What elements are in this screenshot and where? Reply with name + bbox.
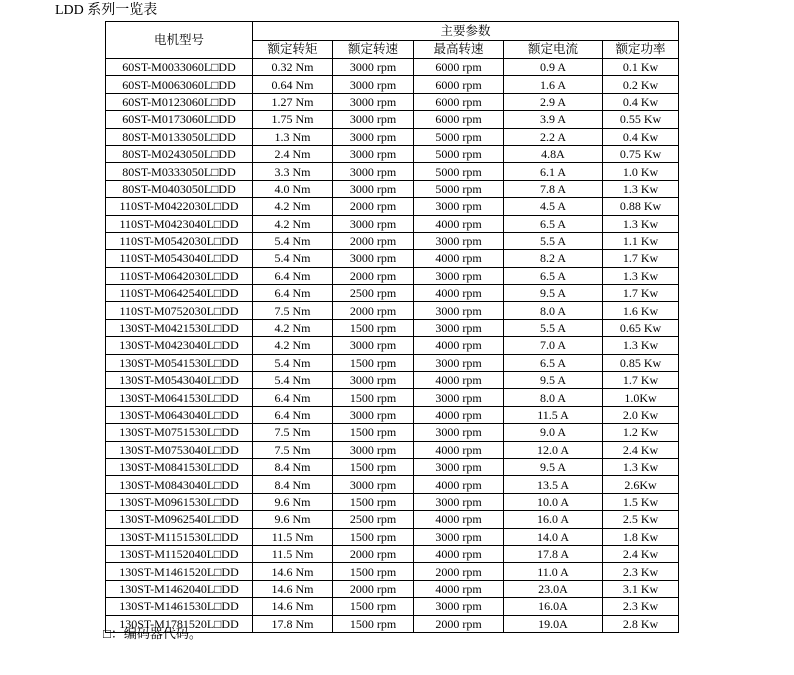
cell-rated-torque: 14.6 Nm [253,563,333,580]
cell-rated-torque: 5.4 Nm [253,232,333,249]
cell-max-speed: 4000 rpm [414,215,504,232]
cell-rated-torque: 17.8 Nm [253,615,333,632]
cell-model: 80ST-M0243050L□DD [106,145,253,162]
cell-rated-torque: 1.27 Nm [253,93,333,110]
cell-rated-power: 0.88 Kw [603,198,679,215]
column-header-rated-power: 额定功率 [603,41,679,59]
cell-model: 130ST-M0543040L□DD [106,372,253,389]
table-row [106,93,679,110]
table-row [106,511,679,528]
cell-rated-torque: 14.6 Nm [253,580,333,597]
table-row [106,406,679,423]
cell-rated-power: 2.5 Kw [603,511,679,528]
cell-rated-power: 2.8 Kw [603,615,679,632]
cell-rated-current: 6.5 A [504,215,603,232]
cell-model: 130ST-M0541530L□DD [106,354,253,371]
cell-rated-torque: 8.4 Nm [253,476,333,493]
cell-rated-power: 1.3 Kw [603,337,679,354]
cell-rated-torque: 6.4 Nm [253,406,333,423]
cell-max-speed: 6000 rpm [414,59,504,76]
cell-rated-speed: 3000 rpm [333,128,414,145]
table-row [106,128,679,145]
cell-rated-current: 17.8 A [504,545,603,562]
column-header-rated-torque: 额定转矩 [253,41,333,59]
cell-rated-torque: 1.3 Nm [253,128,333,145]
column-header-rated-speed: 额定转速 [333,41,414,59]
cell-rated-power: 0.4 Kw [603,128,679,145]
group-header-row [106,22,679,41]
cell-rated-speed: 2000 rpm [333,580,414,597]
cell-model: 130ST-M0961530L□DD [106,493,253,510]
cell-rated-torque: 4.2 Nm [253,319,333,336]
cell-model: 110ST-M0542030L□DD [106,232,253,249]
table-row [106,163,679,180]
table-row [106,180,679,197]
cell-max-speed: 3000 rpm [414,598,504,615]
table-row [106,354,679,371]
cell-rated-speed: 2500 rpm [333,511,414,528]
table-row [106,545,679,562]
cell-model: 130ST-M0841530L□DD [106,458,253,475]
cell-max-speed: 5000 rpm [414,180,504,197]
cell-max-speed: 3000 rpm [414,493,504,510]
table-row [106,215,679,232]
cell-rated-power: 1.8 Kw [603,528,679,545]
cell-rated-current: 14.0 A [504,528,603,545]
cell-rated-torque: 11.5 Nm [253,545,333,562]
cell-rated-speed: 1500 rpm [333,458,414,475]
cell-rated-current: 1.6 A [504,76,603,93]
table-row [106,528,679,545]
cell-rated-power: 1.7 Kw [603,285,679,302]
cell-rated-power: 0.1 Kw [603,59,679,76]
cell-rated-power: 0.2 Kw [603,76,679,93]
cell-rated-speed: 1500 rpm [333,528,414,545]
cell-rated-speed: 3000 rpm [333,372,414,389]
cell-max-speed: 5000 rpm [414,145,504,162]
cell-rated-power: 2.3 Kw [603,598,679,615]
cell-rated-speed: 2000 rpm [333,267,414,284]
cell-rated-speed: 1500 rpm [333,563,414,580]
cell-rated-current: 4.8A [504,145,603,162]
page-title: LDD 系列一览表 [55,3,158,18]
cell-rated-current: 7.8 A [504,180,603,197]
cell-rated-speed: 3000 rpm [333,337,414,354]
cell-rated-power: 1.5 Kw [603,493,679,510]
table-row [106,59,679,76]
cell-rated-current: 9.5 A [504,285,603,302]
cell-rated-current: 11.5 A [504,406,603,423]
cell-max-speed: 3000 rpm [414,458,504,475]
table-row [106,111,679,128]
table-row [106,250,679,267]
cell-rated-power: 2.6Kw [603,476,679,493]
cell-rated-power: 0.55 Kw [603,111,679,128]
table-row [106,285,679,302]
cell-max-speed: 3000 rpm [414,424,504,441]
cell-max-speed: 4000 rpm [414,285,504,302]
cell-rated-speed: 3000 rpm [333,250,414,267]
table-row [106,580,679,597]
cell-rated-speed: 3000 rpm [333,163,414,180]
cell-rated-current: 10.0 A [504,493,603,510]
cell-rated-power: 2.0 Kw [603,406,679,423]
cell-rated-current: 8.2 A [504,250,603,267]
cell-model: 60ST-M0063060L□DD [106,76,253,93]
cell-model: 60ST-M0033060L□DD [106,59,253,76]
cell-rated-speed: 1500 rpm [333,354,414,371]
cell-rated-current: 12.0 A [504,441,603,458]
cell-rated-speed: 3000 rpm [333,441,414,458]
cell-model: 110ST-M0642540L□DD [106,285,253,302]
table-row [106,598,679,615]
column-header-rated-current: 额定电流 [504,41,603,59]
table-body [106,59,679,633]
cell-rated-power: 1.3 Kw [603,267,679,284]
cell-rated-power: 1.7 Kw [603,250,679,267]
encoder-code-footnote: □：编码器代码。 [103,626,202,641]
cell-rated-current: 2.9 A [504,93,603,110]
table-row [106,302,679,319]
cell-rated-speed: 3000 rpm [333,476,414,493]
cell-model: 130ST-M0643040L□DD [106,406,253,423]
cell-model: 110ST-M0752030L□DD [106,302,253,319]
cell-model: 110ST-M0422030L□DD [106,198,253,215]
cell-model: 130ST-M0962540L□DD [106,511,253,528]
cell-rated-speed: 1500 rpm [333,615,414,632]
cell-rated-current: 13.5 A [504,476,603,493]
cell-rated-torque: 5.4 Nm [253,250,333,267]
cell-rated-current: 5.5 A [504,319,603,336]
cell-max-speed: 4000 rpm [414,580,504,597]
cell-rated-speed: 2000 rpm [333,302,414,319]
cell-rated-torque: 3.3 Nm [253,163,333,180]
cell-rated-power: 1.7 Kw [603,372,679,389]
cell-rated-speed: 3000 rpm [333,406,414,423]
table-row [106,458,679,475]
cell-max-speed: 2000 rpm [414,615,504,632]
cell-rated-torque: 4.2 Nm [253,198,333,215]
cell-rated-speed: 2000 rpm [333,232,414,249]
cell-model: 110ST-M0642030L□DD [106,267,253,284]
cell-rated-speed: 2000 rpm [333,545,414,562]
cell-rated-power: 3.1 Kw [603,580,679,597]
column-header-model: 电机型号 [106,22,253,59]
cell-rated-power: 2.3 Kw [603,563,679,580]
cell-model: 130ST-M1151530L□DD [106,528,253,545]
table-row [106,389,679,406]
cell-rated-torque: 7.5 Nm [253,424,333,441]
table-row [106,563,679,580]
cell-rated-torque: 2.4 Nm [253,145,333,162]
cell-rated-speed: 1500 rpm [333,319,414,336]
cell-rated-current: 16.0 A [504,511,603,528]
cell-rated-power: 0.65 Kw [603,319,679,336]
cell-rated-current: 0.9 A [504,59,603,76]
motor-spec-table [105,21,679,633]
cell-model: 130ST-M0423040L□DD [106,337,253,354]
cell-rated-speed: 1500 rpm [333,493,414,510]
cell-rated-torque: 9.6 Nm [253,511,333,528]
cell-rated-current: 9.0 A [504,424,603,441]
table-row [106,267,679,284]
cell-model: 80ST-M0403050L□DD [106,180,253,197]
column-header-max-speed: 最高转速 [414,41,504,59]
cell-rated-power: 1.0 Kw [603,163,679,180]
cell-rated-power: 0.4 Kw [603,93,679,110]
table-row [106,319,679,336]
cell-model: 130ST-M1152040L□DD [106,545,253,562]
cell-max-speed: 4000 rpm [414,337,504,354]
table-row [106,145,679,162]
cell-model: 60ST-M0123060L□DD [106,93,253,110]
cell-model: 130ST-M0753040L□DD [106,441,253,458]
cell-rated-speed: 3000 rpm [333,76,414,93]
cell-rated-torque: 11.5 Nm [253,528,333,545]
cell-max-speed: 3000 rpm [414,198,504,215]
cell-rated-current: 11.0 A [504,563,603,580]
cell-model: 130ST-M1461520L□DD [106,563,253,580]
cell-model: 130ST-M1462040L□DD [106,580,253,597]
cell-rated-current: 5.5 A [504,232,603,249]
cell-model: 130ST-M0751530L□DD [106,424,253,441]
cell-rated-torque: 0.64 Nm [253,76,333,93]
cell-rated-current: 7.0 A [504,337,603,354]
cell-rated-torque: 6.4 Nm [253,389,333,406]
cell-rated-torque: 7.5 Nm [253,302,333,319]
cell-model: 130ST-M0641530L□DD [106,389,253,406]
cell-rated-torque: 4.2 Nm [253,337,333,354]
cell-rated-torque: 8.4 Nm [253,458,333,475]
cell-model: 130ST-M0843040L□DD [106,476,253,493]
cell-max-speed: 4000 rpm [414,441,504,458]
cell-rated-current: 9.5 A [504,372,603,389]
cell-max-speed: 6000 rpm [414,93,504,110]
cell-rated-current: 16.0A [504,598,603,615]
cell-rated-current: 2.2 A [504,128,603,145]
cell-rated-power: 2.4 Kw [603,441,679,458]
cell-rated-torque: 14.6 Nm [253,598,333,615]
cell-max-speed: 3000 rpm [414,232,504,249]
cell-max-speed: 2000 rpm [414,563,504,580]
cell-rated-current: 23.0A [504,580,603,597]
cell-max-speed: 3000 rpm [414,528,504,545]
cell-rated-speed: 3000 rpm [333,111,414,128]
cell-max-speed: 4000 rpm [414,511,504,528]
cell-rated-speed: 3000 rpm [333,215,414,232]
table-row [106,476,679,493]
cell-rated-torque: 5.4 Nm [253,372,333,389]
cell-rated-power: 2.4 Kw [603,545,679,562]
cell-rated-speed: 2500 rpm [333,285,414,302]
cell-rated-torque: 1.75 Nm [253,111,333,128]
cell-rated-torque: 6.4 Nm [253,267,333,284]
column-header-main-parameters: 主要参数 [253,22,679,41]
cell-max-speed: 3000 rpm [414,267,504,284]
cell-rated-torque: 7.5 Nm [253,441,333,458]
cell-max-speed: 4000 rpm [414,372,504,389]
cell-rated-power: 1.3 Kw [603,215,679,232]
cell-max-speed: 4000 rpm [414,476,504,493]
table-row [106,372,679,389]
cell-max-speed: 3000 rpm [414,389,504,406]
cell-model: 80ST-M0133050L□DD [106,128,253,145]
table-row [106,76,679,93]
cell-rated-power: 1.3 Kw [603,180,679,197]
table-row [106,198,679,215]
cell-rated-speed: 3000 rpm [333,59,414,76]
cell-rated-torque: 6.4 Nm [253,285,333,302]
cell-rated-current: 6.5 A [504,267,603,284]
cell-max-speed: 3000 rpm [414,319,504,336]
cell-max-speed: 5000 rpm [414,128,504,145]
cell-rated-current: 6.5 A [504,354,603,371]
cell-rated-power: 0.85 Kw [603,354,679,371]
cell-rated-torque: 4.2 Nm [253,215,333,232]
table-row [106,232,679,249]
cell-max-speed: 4000 rpm [414,406,504,423]
cell-max-speed: 4000 rpm [414,250,504,267]
cell-rated-current: 3.9 A [504,111,603,128]
cell-rated-power: 1.0Kw [603,389,679,406]
cell-rated-power: 0.75 Kw [603,145,679,162]
cell-rated-speed: 3000 rpm [333,180,414,197]
cell-rated-power: 1.3 Kw [603,458,679,475]
cell-rated-current: 8.0 A [504,302,603,319]
cell-max-speed: 3000 rpm [414,354,504,371]
table-row [106,493,679,510]
cell-model: 130ST-M0421530L□DD [106,319,253,336]
cell-rated-speed: 2000 rpm [333,198,414,215]
cell-rated-speed: 1500 rpm [333,389,414,406]
cell-rated-power: 1.1 Kw [603,232,679,249]
cell-rated-torque: 4.0 Nm [253,180,333,197]
cell-max-speed: 6000 rpm [414,76,504,93]
cell-rated-speed: 3000 rpm [333,145,414,162]
cell-rated-power: 1.2 Kw [603,424,679,441]
cell-rated-torque: 0.32 Nm [253,59,333,76]
cell-rated-current: 8.0 A [504,389,603,406]
cell-model: 80ST-M0333050L□DD [106,163,253,180]
cell-rated-torque: 9.6 Nm [253,493,333,510]
table-row [106,337,679,354]
cell-model: 110ST-M0543040L□DD [106,250,253,267]
cell-max-speed: 4000 rpm [414,545,504,562]
cell-rated-speed: 1500 rpm [333,598,414,615]
table-row [106,424,679,441]
cell-max-speed: 6000 rpm [414,111,504,128]
cell-rated-current: 6.1 A [504,163,603,180]
cell-rated-current: 19.0A [504,615,603,632]
cell-model: 110ST-M0423040L□DD [106,215,253,232]
cell-max-speed: 5000 rpm [414,163,504,180]
cell-model: 130ST-M1781520L□DD [106,615,253,632]
cell-rated-current: 9.5 A [504,458,603,475]
cell-model: 60ST-M0173060L□DD [106,111,253,128]
cell-rated-current: 4.5 A [504,198,603,215]
cell-rated-speed: 3000 rpm [333,93,414,110]
cell-max-speed: 3000 rpm [414,302,504,319]
table-header [106,22,679,59]
cell-rated-speed: 1500 rpm [333,424,414,441]
cell-rated-torque: 5.4 Nm [253,354,333,371]
table-row [106,441,679,458]
cell-model: 130ST-M1461530L□DD [106,598,253,615]
cell-rated-power: 1.6 Kw [603,302,679,319]
